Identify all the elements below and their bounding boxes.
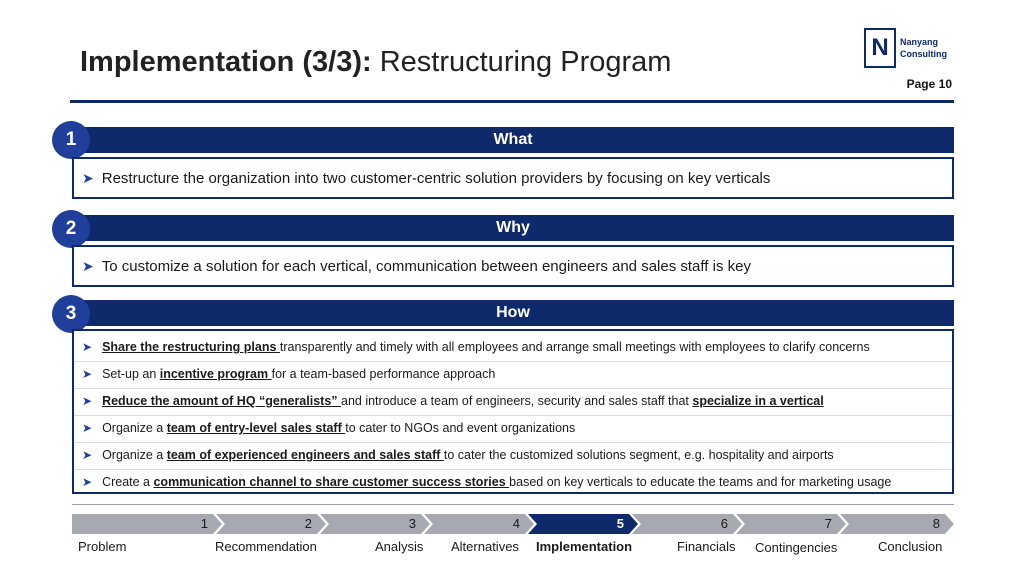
how-item-emphasis: Share the restructuring plans: [102, 340, 280, 354]
how-item: [82, 367, 495, 381]
logo-text: [900, 36, 947, 60]
nav-step-number: 7: [824, 516, 832, 531]
arrow-bullet-icon: ➤: [82, 340, 93, 354]
nav-label-contingencies[interactable]: Contingencies: [755, 540, 838, 555]
row-divider: [74, 388, 952, 389]
nav-step-4[interactable]: [424, 514, 534, 534]
how-item: [82, 475, 891, 489]
title-divider: [70, 100, 954, 103]
how-item-emphasis: team of entry-level sales staff: [166, 421, 346, 435]
section-why-number: 2: [52, 210, 90, 248]
nav-label-analysis[interactable]: Analysis: [375, 539, 424, 554]
how-item-text: for a team-based performance approach: [271, 367, 496, 381]
row-divider: [74, 361, 952, 362]
how-item-text: transparently and timely with all employees and arrange small meetings with employees to clarify concerns: [279, 340, 870, 354]
row-divider: [74, 415, 952, 416]
how-item-text: Set-up an: [102, 367, 160, 381]
logo-line-2: Consulting: [900, 49, 947, 59]
page-number: Page 10: [906, 77, 952, 91]
nav-label-problem[interactable]: Problem: [78, 539, 127, 554]
how-item-text: based on key verticals to educate the teams and for marketing usage: [509, 475, 892, 489]
how-item: [82, 421, 575, 435]
section-how-box: [72, 329, 954, 494]
section-why-bullet: [82, 258, 751, 275]
section-what-box: [72, 157, 954, 199]
section-how-header: How: [72, 300, 954, 326]
how-item: [82, 448, 834, 462]
page-title-sub: Restructuring Program: [371, 46, 672, 78]
section-what-text: Restructure the organization into two customer-centric solution providers by focusing on key verticals: [101, 170, 771, 187]
nav-label-alternatives[interactable]: Alternatives: [451, 539, 519, 554]
section-what-header: What: [72, 127, 954, 153]
how-item: [82, 394, 824, 408]
page-title: [80, 46, 671, 79]
nav-label-financials[interactable]: Financials: [677, 539, 736, 554]
nav-divider: [72, 504, 954, 505]
nav-step-8[interactable]: [840, 514, 954, 534]
section-what-number: 1: [52, 121, 90, 159]
how-item-text: and introduce a team of engineers, security and sales staff that: [341, 394, 693, 408]
section-why-text: To customize a solution for each vertical, communication between engineers and sales staff is key: [101, 258, 751, 275]
section-why-box: [72, 245, 954, 287]
arrow-bullet-icon: ➤: [82, 170, 94, 186]
company-logo: [864, 28, 954, 70]
section-what-bullet: [82, 170, 770, 187]
nav-step-3[interactable]: [320, 514, 430, 534]
nav-label-implementation[interactable]: Implementation: [536, 539, 633, 554]
nav-label-recommendation[interactable]: Recommendation: [215, 539, 317, 554]
section-why-header: Why: [72, 215, 954, 241]
row-divider: [74, 442, 952, 443]
nav-step-7[interactable]: [736, 514, 846, 534]
how-item-text: Create a: [102, 475, 154, 489]
how-item-text: to cater the customized solutions segment, e.g. hospitality and airports: [443, 448, 834, 462]
how-item-text: Organize a: [102, 448, 167, 462]
arrow-bullet-icon: ➤: [82, 448, 93, 462]
page-title-main: Implementation (3/3):: [80, 46, 372, 78]
section-how-number: 3: [52, 295, 90, 333]
how-item-emphasis: Reduce the amount of HQ “generalists”: [102, 394, 341, 408]
arrow-bullet-icon: ➤: [82, 421, 93, 435]
logo-line-1: Nanyang: [900, 37, 939, 47]
how-item-emphasis: incentive program: [159, 367, 272, 381]
nav-step-number: 8: [932, 516, 940, 531]
progress-nav: [72, 514, 954, 534]
how-item-emphasis: team of experienced engineers and sales staff: [166, 448, 444, 462]
how-item: [82, 340, 870, 354]
nav-step-2[interactable]: [216, 514, 326, 534]
nav-step-6[interactable]: [632, 514, 742, 534]
arrow-bullet-icon: ➤: [82, 367, 93, 381]
arrow-bullet-icon: ➤: [82, 475, 93, 489]
arrow-bullet-icon: ➤: [82, 258, 94, 274]
nav-step-number: 3: [408, 516, 416, 531]
how-item-emphasis: specialize in a vertical: [692, 394, 824, 408]
nav-step-number: 5: [616, 516, 624, 531]
nav-step-number: 2: [304, 516, 312, 531]
nav-label-conclusion[interactable]: Conclusion: [878, 539, 943, 554]
row-divider: [74, 469, 952, 470]
logo-letter: N: [864, 28, 896, 68]
how-item-emphasis: communication channel to share customer success stories: [153, 475, 510, 489]
how-item-text: to cater to NGOs and event organizations: [345, 421, 576, 435]
nav-step-number: 1: [200, 516, 208, 531]
nav-step-number: 6: [720, 516, 728, 531]
arrow-bullet-icon: ➤: [82, 394, 93, 408]
nav-step-number: 4: [512, 516, 520, 531]
nav-step-1[interactable]: [72, 514, 222, 534]
how-item-text: Organize a: [102, 421, 167, 435]
nav-step-5[interactable]: [528, 514, 638, 534]
